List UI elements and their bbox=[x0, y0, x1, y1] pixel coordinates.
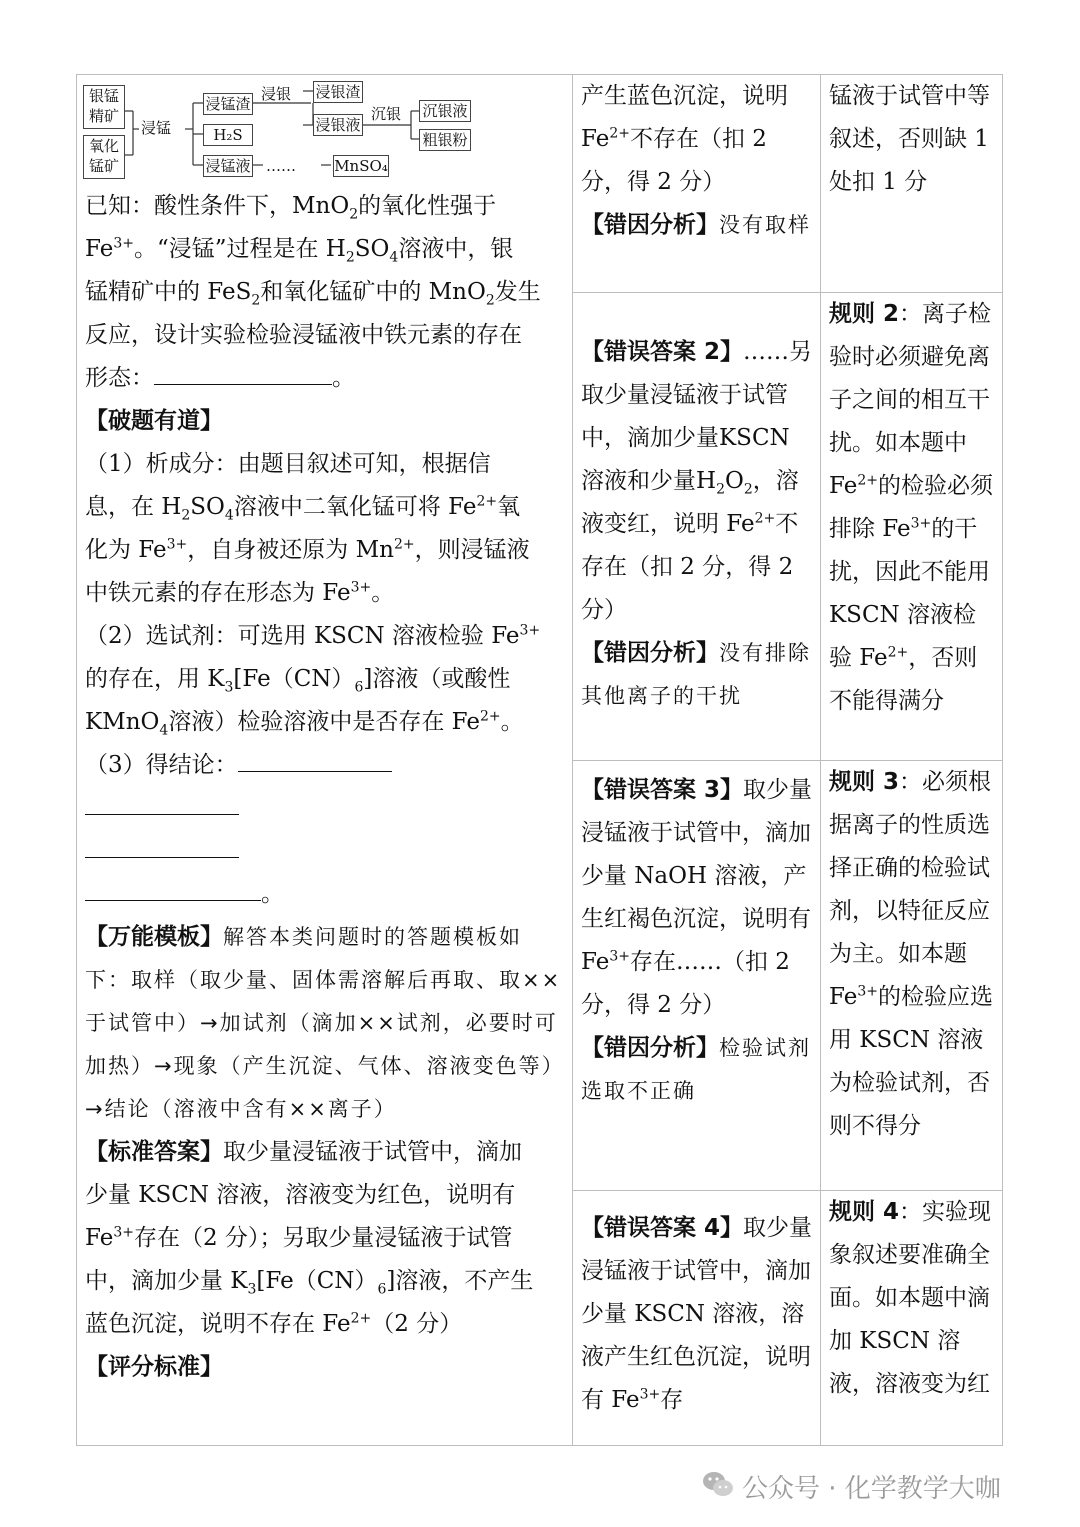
right-cell-3 bbox=[821, 761, 1002, 1191]
flow-label-leach-ag: 浸银 bbox=[261, 85, 292, 103]
flow-box-ag-leach-liquid: 浸银液 bbox=[313, 114, 363, 136]
scoring-heading: 【评分标准】 bbox=[85, 1354, 223, 1380]
left-text bbox=[77, 185, 573, 1389]
flow-box-silver-mn-concentrate: 银锰 精矿 bbox=[83, 85, 125, 129]
wechat-icon bbox=[700, 1466, 736, 1502]
step3-paragraph: （3）得结论： 。 bbox=[77, 744, 573, 916]
right-cell-4 bbox=[821, 1191, 1002, 1445]
standard-answer-paragraph: 【标准答案】取少量浸锰液于试管中，滴加 少量 KSCN 溶液，溶液变为红色，说明有 $Fe^{3+}$存在（2 分）；另取少量浸锰液于试管 中，滴加少量 $K_3[Fe(CN)_6]$溶液，不产生 蓝色沉淀，说明不存在 $Fe^{2+}(2$ 分） bbox=[85, 1139, 534, 1337]
answer-blank bbox=[154, 362, 332, 385]
potidao-heading: 【破题有道】 bbox=[85, 408, 223, 434]
wrong-answer-1-text: 产生蓝色沉淀，说明 $Fe^{2+}$不存在（扣 2 分，得 2 分） 【错因分析】没有取样 bbox=[581, 83, 811, 238]
watermark-text: 公众号 · 化学教学大咖 bbox=[742, 1474, 1001, 1504]
mid-cell-3 bbox=[573, 761, 821, 1191]
rule-1-tail-text: 锰液于试管中等叙述，否则缺 1 处扣 1 分 bbox=[829, 83, 990, 195]
process-flow-diagram bbox=[81, 81, 481, 181]
flow-box-ag-residue: 浸银渣 bbox=[313, 81, 363, 103]
flow-box-mn-leach-liquid: 浸锰液 bbox=[203, 155, 253, 177]
template-paragraph: 【万能模板】解答本类问题时的答题模板如下：取样（取少量、固体需溶解后再取、取××于试管中）→加试剂（滴加××试剂，必要时可加热）→现象（产生沉淀、气体、溶液变色等）→结论（溶液中含有××离子） bbox=[85, 924, 565, 1121]
conclusion-blank-3 bbox=[85, 835, 239, 858]
mid-cell-1 bbox=[573, 75, 821, 293]
wrong-answer-2-text: 【错误答案 2】……另取少量浸锰液于试管中，滴加少量KSCN 溶液和少量$H_2O_2$，溶液变红，说明 $Fe^{2+}$不存在（扣 2 分，得 2 分） 【错因分析】没有排除其他离子的干扰 bbox=[581, 339, 813, 708]
rule-3-text: 规则 3：必须根据离子的性质选择正确的检验试剂，以特征反应为主。如本题 $Fe^{3+}$的检验应选用 KSCN 溶液为检验试剂，否则不得分 bbox=[829, 769, 993, 1139]
rule-2-text: 规则 2：离子检验时必须避免离子之间的相互干扰。如本题中 $Fe^{2+}$的检验必须排除 $Fe^{3+}$的干扰，因此不能用 KSCN 溶液检验 $Fe^{2+}$，否则不能得满分 bbox=[829, 301, 993, 714]
main-table bbox=[76, 74, 1003, 1446]
flow-dots: …… bbox=[266, 157, 296, 175]
mid-cell-4 bbox=[573, 1191, 821, 1445]
wrong-answer-4-text: 【错误答案 4】取少量浸锰液于试管中，滴加少量 KSCN 溶液，溶液产生红色沉淀，说明有 $Fe^{3+}$存 bbox=[581, 1215, 813, 1413]
flow-box-mn-oxide-ore: 氧化 锰矿 bbox=[83, 135, 125, 179]
step1-paragraph: （1）析成分：由题目叙述可知，根据信 息，在 $H_2SO_4$溶液中二氧化锰可将 $Fe^{2+}$氧 化为 $Fe^{3+}$，自身被还原为 $Mn^{2+}$，则浸锰液 中铁元素的存在形态为 $Fe^{3+}$。 bbox=[85, 451, 530, 606]
mid-cell-2 bbox=[573, 293, 821, 761]
flow-box-ag-ppt-liquid: 沉银液 bbox=[419, 100, 471, 122]
flow-box-h2s: H₂S bbox=[203, 124, 253, 146]
flow-label-leach-mn: 浸锰 bbox=[141, 119, 172, 137]
left-column bbox=[77, 75, 573, 1445]
flow-box-crude-silver: 粗银粉 bbox=[419, 129, 471, 151]
flow-label-ppt-ag: 沉银 bbox=[371, 105, 402, 123]
right-cell-2 bbox=[821, 293, 1002, 761]
known-paragraph: 已知：酸性条件下，MnO$_2$的氧化性强于 $Fe^{3+}$。“浸锰”过程是在 $H_2SO_4$溶液中，银 锰精矿中的 FeS$_2$和氧化锰矿中的 MnO$_2$发生 反应，设计实验检验浸锰液中铁元素的存在 形态： 。 bbox=[85, 193, 541, 391]
rule-4-text: 规则 4：实验现象叙述要准确全面。如本题中滴加 KSCN 溶液，溶液变为红 bbox=[829, 1199, 992, 1397]
wrong-answer-3-text: 【错误答案 3】取少量浸锰液于试管中，滴加少量 NaOH 溶液，产生红褐色沉淀，说明有 $Fe^{3+}$存在……（扣 2 分，得 2 分） 【错因分析】检验试剂选取不正确 bbox=[581, 777, 813, 1103]
conclusion-blank-4 bbox=[85, 878, 261, 901]
step2-paragraph: （2）选试剂：可选用 KSCN 溶液检验 $Fe^{3+}$ 的存在，用 $K_3[Fe(CN)_6]$溶液（或酸性 KMnO$_4$溶液）检验溶液中是否存在 $Fe^{2+}$。 bbox=[85, 622, 541, 739]
conclusion-blank-2 bbox=[85, 792, 239, 815]
flow-box-mn-residue: 浸锰渣 bbox=[203, 93, 253, 115]
flow-box-mnso4: MnSO₄ bbox=[334, 157, 388, 175]
right-cell-1 bbox=[821, 75, 1002, 293]
conclusion-blank-1 bbox=[238, 749, 392, 772]
